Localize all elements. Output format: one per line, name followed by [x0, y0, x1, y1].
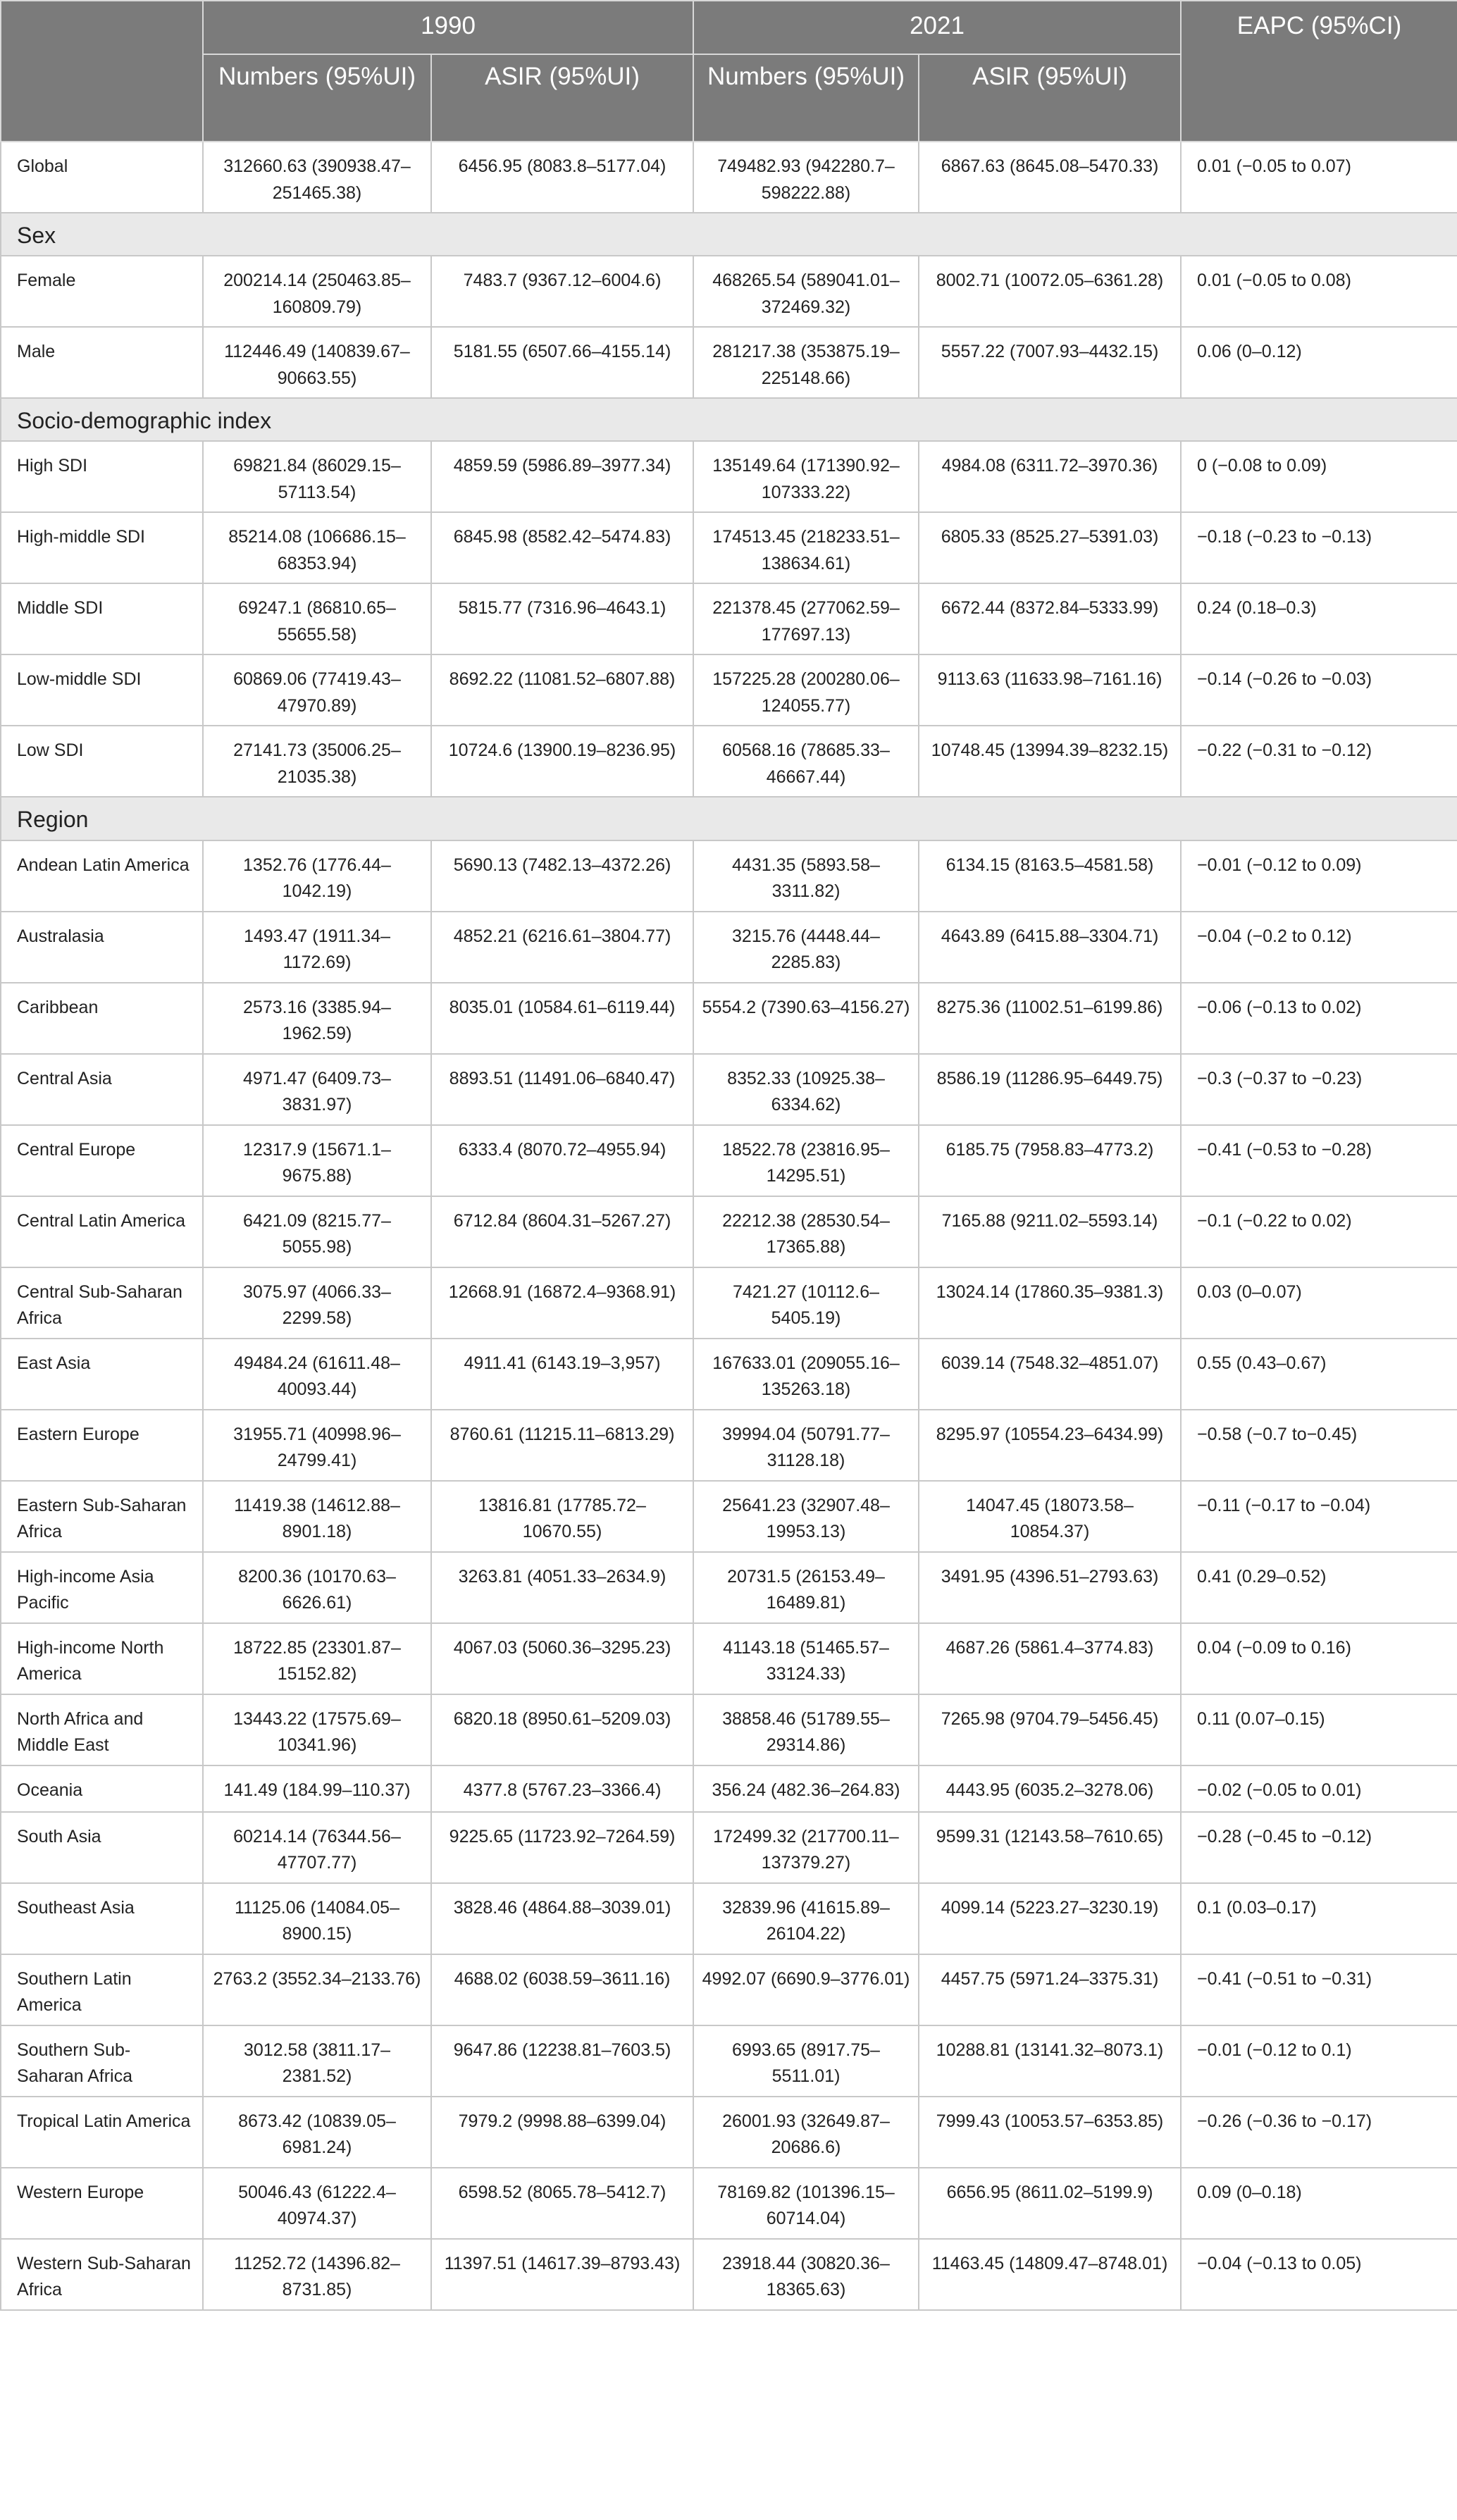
row-label-cell: Southern Latin America — [1, 1954, 203, 2025]
asir-2021-cell: 7265.98 (9704.79–5456.45) — [919, 1694, 1181, 1765]
eapc-cell: −0.06 (−0.13 to 0.02) — [1181, 983, 1457, 1054]
numbers-2021-cell: 221378.45 (277062.59–177697.13) — [693, 583, 919, 654]
numbers-1990-cell: 11252.72 (14396.82–8731.85) — [203, 2239, 431, 2310]
asir-1990-cell: 6712.84 (8604.31–5267.27) — [431, 1196, 693, 1267]
numbers-2021-cell: 25641.23 (32907.48–19953.13) — [693, 1481, 919, 1552]
numbers-1990-cell: 4971.47 (6409.73–3831.97) — [203, 1054, 431, 1125]
row-label-cell: Eastern Sub-Saharan Africa — [1, 1481, 203, 1552]
header-row-label — [1, 1, 203, 142]
table-row — [1, 840, 1457, 912]
row-label-cell: North Africa and Middle East — [1, 1694, 203, 1765]
numbers-1990-cell: 6421.09 (8215.77–5055.98) — [203, 1196, 431, 1267]
numbers-1990-cell: 60869.06 (77419.43–47970.89) — [203, 654, 431, 726]
eapc-cell: −0.41 (−0.51 to −0.31) — [1181, 1954, 1457, 2025]
row-label-cell: Male — [1, 327, 203, 398]
numbers-1990-cell: 312660.63 (390938.47–251465.38) — [203, 142, 431, 213]
eapc-cell: 0.11 (0.07–0.15) — [1181, 1694, 1457, 1765]
table-row — [1, 983, 1457, 1054]
row-label-cell: Middle SDI — [1, 583, 203, 654]
eapc-cell: −0.41 (−0.53 to −0.28) — [1181, 1125, 1457, 1196]
asir-1990-cell: 5181.55 (6507.66–4155.14) — [431, 327, 693, 398]
eapc-cell: −0.28 (−0.45 to −0.12) — [1181, 1812, 1457, 1883]
row-label-cell: Central Latin America — [1, 1196, 203, 1267]
eapc-cell: −0.58 (−0.7 to−0.45) — [1181, 1410, 1457, 1481]
numbers-1990-cell: 1352.76 (1776.44–1042.19) — [203, 840, 431, 912]
asir-2021-cell: 8295.97 (10554.23–6434.99) — [919, 1410, 1181, 1481]
table-row — [1, 1623, 1457, 1694]
numbers-2021-cell: 26001.93 (32649.87–20686.6) — [693, 2097, 919, 2168]
asir-2021-cell: 6039.14 (7548.32–4851.07) — [919, 1339, 1181, 1410]
numbers-2021-cell: 167633.01 (209055.16–135263.18) — [693, 1339, 919, 1410]
numbers-1990-cell: 31955.71 (40998.96–24799.41) — [203, 1410, 431, 1481]
eapc-cell: 0.55 (0.43–0.67) — [1181, 1339, 1457, 1410]
eapc-cell: 0.41 (0.29–0.52) — [1181, 1552, 1457, 1623]
row-label-cell: Caribbean — [1, 983, 203, 1054]
table-row — [1, 1054, 1457, 1125]
eapc-cell: −0.01 (−0.12 to 0.09) — [1181, 840, 1457, 912]
numbers-2021-cell: 749482.93 (942280.7–598222.88) — [693, 142, 919, 213]
asir-1990-cell: 6820.18 (8950.61–5209.03) — [431, 1694, 693, 1765]
header-numbers-2021: Numbers (95%UI) — [693, 54, 919, 142]
asir-1990-cell: 4859.59 (5986.89–3977.34) — [431, 441, 693, 512]
row-label-cell: High-middle SDI — [1, 512, 203, 583]
numbers-1990-cell: 18722.85 (23301.87–15152.82) — [203, 1623, 431, 1694]
table-body — [1, 142, 1457, 2310]
numbers-2021-cell: 174513.45 (218233.51–138634.61) — [693, 512, 919, 583]
table-row — [1, 583, 1457, 654]
eapc-cell: −0.11 (−0.17 to −0.04) — [1181, 1481, 1457, 1552]
numbers-1990-cell: 85214.08 (106686.15–68353.94) — [203, 512, 431, 583]
row-label-cell: Eastern Europe — [1, 1410, 203, 1481]
row-label-cell: High-income North America — [1, 1623, 203, 1694]
numbers-1990-cell: 2763.2 (3552.34–2133.76) — [203, 1954, 431, 2025]
asir-1990-cell: 4852.21 (6216.61–3804.77) — [431, 912, 693, 983]
numbers-1990-cell: 60214.14 (76344.56–47707.77) — [203, 1812, 431, 1883]
asir-2021-cell: 6805.33 (8525.27–5391.03) — [919, 512, 1181, 583]
row-label-cell: Oceania — [1, 1765, 203, 1812]
numbers-2021-cell: 18522.78 (23816.95–14295.51) — [693, 1125, 919, 1196]
numbers-2021-cell: 6993.65 (8917.75–5511.01) — [693, 2025, 919, 2097]
numbers-2021-cell: 4431.35 (5893.58–3311.82) — [693, 840, 919, 912]
asir-2021-cell: 4099.14 (5223.27–3230.19) — [919, 1883, 1181, 1954]
table-row — [1, 1765, 1457, 1812]
numbers-1990-cell: 49484.24 (61611.48–40093.44) — [203, 1339, 431, 1410]
asir-2021-cell: 7165.88 (9211.02–5593.14) — [919, 1196, 1181, 1267]
asir-2021-cell: 6185.75 (7958.83–4773.2) — [919, 1125, 1181, 1196]
eapc-cell: −0.01 (−0.12 to 0.1) — [1181, 2025, 1457, 2097]
section-label: Sex — [1, 213, 1457, 256]
numbers-1990-cell: 12317.9 (15671.1–9675.88) — [203, 1125, 431, 1196]
asir-1990-cell: 6598.52 (8065.78–5412.7) — [431, 2168, 693, 2239]
eapc-cell: −0.02 (−0.05 to 0.01) — [1181, 1765, 1457, 1812]
asir-1990-cell: 5690.13 (7482.13–4372.26) — [431, 840, 693, 912]
header-asir-2021: ASIR (95%UI) — [919, 54, 1181, 142]
numbers-2021-cell: 5554.2 (7390.63–4156.27) — [693, 983, 919, 1054]
row-label-cell: Global — [1, 142, 203, 213]
numbers-2021-cell: 38858.46 (51789.55–29314.86) — [693, 1694, 919, 1765]
eapc-cell: 0.01 (−0.05 to 0.08) — [1181, 256, 1457, 327]
asir-2021-cell: 8275.36 (11002.51–6199.86) — [919, 983, 1181, 1054]
header-eapc: EAPC (95%CI) — [1181, 1, 1457, 142]
table-row — [1, 1883, 1457, 1954]
table-row — [1, 441, 1457, 512]
eapc-cell: −0.14 (−0.26 to −0.03) — [1181, 654, 1457, 726]
asir-1990-cell: 7483.7 (9367.12–6004.6) — [431, 256, 693, 327]
asir-1990-cell: 3828.46 (4864.88–3039.01) — [431, 1883, 693, 1954]
asir-1990-cell: 13816.81 (17785.72–10670.55) — [431, 1481, 693, 1552]
numbers-2021-cell: 22212.38 (28530.54–17365.88) — [693, 1196, 919, 1267]
asir-1990-cell: 6456.95 (8083.8–5177.04) — [431, 142, 693, 213]
eapc-cell: 0.1 (0.03–0.17) — [1181, 1883, 1457, 1954]
asir-2021-cell: 6656.95 (8611.02–5199.9) — [919, 2168, 1181, 2239]
asir-2021-cell: 6867.63 (8645.08–5470.33) — [919, 142, 1181, 213]
numbers-1990-cell: 8200.36 (10170.63–6626.61) — [203, 1552, 431, 1623]
asir-1990-cell: 9647.86 (12238.81–7603.5) — [431, 2025, 693, 2097]
row-label-cell: Western Europe — [1, 2168, 203, 2239]
numbers-2021-cell: 281217.38 (353875.19–225148.66) — [693, 327, 919, 398]
asir-1990-cell: 8035.01 (10584.61–6119.44) — [431, 983, 693, 1054]
row-label-cell: East Asia — [1, 1339, 203, 1410]
asir-2021-cell: 14047.45 (18073.58–10854.37) — [919, 1481, 1181, 1552]
section-header-row — [1, 398, 1457, 441]
asir-1990-cell: 6845.98 (8582.42–5474.83) — [431, 512, 693, 583]
row-label-cell: Central Sub-Saharan Africa — [1, 1267, 203, 1339]
numbers-1990-cell: 112446.49 (140839.67–90663.55) — [203, 327, 431, 398]
table-row — [1, 2239, 1457, 2310]
row-label-cell: Low SDI — [1, 726, 203, 797]
numbers-1990-cell: 3075.97 (4066.33–2299.58) — [203, 1267, 431, 1339]
eapc-cell: 0 (−0.08 to 0.09) — [1181, 441, 1457, 512]
numbers-2021-cell: 41143.18 (51465.57–33124.33) — [693, 1623, 919, 1694]
row-label-cell: Australasia — [1, 912, 203, 983]
numbers-2021-cell: 7421.27 (10112.6–5405.19) — [693, 1267, 919, 1339]
eapc-cell: 0.06 (0–0.12) — [1181, 327, 1457, 398]
numbers-2021-cell: 356.24 (482.36–264.83) — [693, 1765, 919, 1812]
numbers-2021-cell: 4992.07 (6690.9–3776.01) — [693, 1954, 919, 2025]
table-row — [1, 1694, 1457, 1765]
asir-2021-cell: 9113.63 (11633.98–7161.16) — [919, 654, 1181, 726]
asir-2021-cell: 6672.44 (8372.84–5333.99) — [919, 583, 1181, 654]
asir-1990-cell: 4688.02 (6038.59–3611.16) — [431, 1954, 693, 2025]
table-row — [1, 912, 1457, 983]
table-row — [1, 142, 1457, 213]
eapc-cell: −0.04 (−0.2 to 0.12) — [1181, 912, 1457, 983]
eapc-cell: −0.26 (−0.36 to −0.17) — [1181, 2097, 1457, 2168]
numbers-1990-cell: 27141.73 (35006.25–21035.38) — [203, 726, 431, 797]
row-label-cell: Western Sub-Saharan Africa — [1, 2239, 203, 2310]
asir-2021-cell: 10288.81 (13141.32–8073.1) — [919, 2025, 1181, 2097]
table-row — [1, 1954, 1457, 2025]
asir-1990-cell: 4911.41 (6143.19–3,957) — [431, 1339, 693, 1410]
section-label: Region — [1, 797, 1457, 840]
table-row — [1, 256, 1457, 327]
table-row — [1, 2097, 1457, 2168]
numbers-2021-cell: 20731.5 (26153.49–16489.81) — [693, 1552, 919, 1623]
table-row — [1, 1552, 1457, 1623]
table-row — [1, 2168, 1457, 2239]
asir-2021-cell: 8002.71 (10072.05–6361.28) — [919, 256, 1181, 327]
table-row — [1, 512, 1457, 583]
table-row — [1, 327, 1457, 398]
asir-2021-cell: 7999.43 (10053.57–6353.85) — [919, 2097, 1181, 2168]
table-row — [1, 1481, 1457, 1552]
numbers-2021-cell: 157225.28 (200280.06–124055.77) — [693, 654, 919, 726]
section-label: Socio-demographic index — [1, 398, 1457, 441]
asir-2021-cell: 13024.14 (17860.35–9381.3) — [919, 1267, 1181, 1339]
asir-2021-cell: 10748.45 (13994.39–8232.15) — [919, 726, 1181, 797]
table-row — [1, 654, 1457, 726]
numbers-1990-cell: 11419.38 (14612.88–8901.18) — [203, 1481, 431, 1552]
numbers-1990-cell: 13443.22 (17575.69–10341.96) — [203, 1694, 431, 1765]
numbers-1990-cell: 3012.58 (3811.17–2381.52) — [203, 2025, 431, 2097]
asir-2021-cell: 9599.31 (12143.58–7610.65) — [919, 1812, 1181, 1883]
eapc-cell: 0.09 (0–0.18) — [1181, 2168, 1457, 2239]
asir-2021-cell: 5557.22 (7007.93–4432.15) — [919, 327, 1181, 398]
row-label-cell: High-income Asia Pacific — [1, 1552, 203, 1623]
asir-1990-cell: 7979.2 (9998.88–6399.04) — [431, 2097, 693, 2168]
asir-1990-cell: 5815.77 (7316.96–4643.1) — [431, 583, 693, 654]
numbers-2021-cell: 3215.76 (4448.44–2285.83) — [693, 912, 919, 983]
row-label-cell: Southeast Asia — [1, 1883, 203, 1954]
numbers-2021-cell: 39994.04 (50791.77–31128.18) — [693, 1410, 919, 1481]
asir-1990-cell: 10724.6 (13900.19–8236.95) — [431, 726, 693, 797]
numbers-1990-cell: 141.49 (184.99–110.37) — [203, 1765, 431, 1812]
asir-2021-cell: 4984.08 (6311.72–3970.36) — [919, 441, 1181, 512]
asir-2021-cell: 4443.95 (6035.2–3278.06) — [919, 1765, 1181, 1812]
asir-2021-cell: 3491.95 (4396.51–2793.63) — [919, 1552, 1181, 1623]
eapc-cell: −0.3 (−0.37 to −0.23) — [1181, 1054, 1457, 1125]
numbers-1990-cell: 2573.16 (3385.94–1962.59) — [203, 983, 431, 1054]
asir-1990-cell: 11397.51 (14617.39–8793.43) — [431, 2239, 693, 2310]
eapc-cell: 0.03 (0–0.07) — [1181, 1267, 1457, 1339]
numbers-1990-cell: 8673.42 (10839.05–6981.24) — [203, 2097, 431, 2168]
table-row — [1, 726, 1457, 797]
section-header-row — [1, 213, 1457, 256]
table-row — [1, 1339, 1457, 1410]
row-label-cell: Central Asia — [1, 1054, 203, 1125]
numbers-2021-cell: 468265.54 (589041.01–372469.32) — [693, 256, 919, 327]
table-row — [1, 1267, 1457, 1339]
row-label-cell: Tropical Latin America — [1, 2097, 203, 2168]
numbers-2021-cell: 32839.96 (41615.89–26104.22) — [693, 1883, 919, 1954]
asir-1990-cell: 4067.03 (5060.36–3295.23) — [431, 1623, 693, 1694]
header-year-2021: 2021 — [693, 1, 1181, 54]
eapc-cell: −0.04 (−0.13 to 0.05) — [1181, 2239, 1457, 2310]
table-row — [1, 1812, 1457, 1883]
numbers-2021-cell: 23918.44 (30820.36–18365.63) — [693, 2239, 919, 2310]
eapc-cell: −0.18 (−0.23 to −0.13) — [1181, 512, 1457, 583]
eapc-cell: 0.24 (0.18–0.3) — [1181, 583, 1457, 654]
row-label-cell: High SDI — [1, 441, 203, 512]
eapc-cell: 0.01 (−0.05 to 0.07) — [1181, 142, 1457, 213]
eapc-cell: 0.04 (−0.09 to 0.16) — [1181, 1623, 1457, 1694]
numbers-2021-cell: 172499.32 (217700.11–137379.27) — [693, 1812, 919, 1883]
table-row — [1, 1125, 1457, 1196]
numbers-2021-cell: 135149.64 (171390.92–107333.22) — [693, 441, 919, 512]
asir-1990-cell: 6333.4 (8070.72–4955.94) — [431, 1125, 693, 1196]
row-label-cell: Female — [1, 256, 203, 327]
numbers-1990-cell: 11125.06 (14084.05–8900.15) — [203, 1883, 431, 1954]
asir-1990-cell: 8692.22 (11081.52–6807.88) — [431, 654, 693, 726]
header-asir-1990: ASIR (95%UI) — [431, 54, 693, 142]
row-label-cell: South Asia — [1, 1812, 203, 1883]
section-header-row — [1, 797, 1457, 840]
table-row — [1, 2025, 1457, 2097]
asir-1990-cell: 12668.91 (16872.4–9368.91) — [431, 1267, 693, 1339]
table-header — [1, 1, 1457, 142]
row-label-cell: Southern Sub-Saharan Africa — [1, 2025, 203, 2097]
header-year-1990: 1990 — [203, 1, 693, 54]
asir-1990-cell: 8760.61 (11215.11–6813.29) — [431, 1410, 693, 1481]
numbers-2021-cell: 60568.16 (78685.33–46667.44) — [693, 726, 919, 797]
header-numbers-1990: Numbers (95%UI) — [203, 54, 431, 142]
asir-2021-cell: 4457.75 (5971.24–3375.31) — [919, 1954, 1181, 2025]
numbers-1990-cell: 1493.47 (1911.34–1172.69) — [203, 912, 431, 983]
numbers-2021-cell: 8352.33 (10925.38–6334.62) — [693, 1054, 919, 1125]
numbers-1990-cell: 50046.43 (61222.4–40974.37) — [203, 2168, 431, 2239]
row-label-cell: Central Europe — [1, 1125, 203, 1196]
table-row — [1, 1196, 1457, 1267]
numbers-1990-cell: 69821.84 (86029.15–57113.54) — [203, 441, 431, 512]
asir-2021-cell: 8586.19 (11286.95–6449.75) — [919, 1054, 1181, 1125]
numbers-1990-cell: 69247.1 (86810.65–55655.58) — [203, 583, 431, 654]
row-label-cell: Low-middle SDI — [1, 654, 203, 726]
asir-2021-cell: 11463.45 (14809.47–8748.01) — [919, 2239, 1181, 2310]
eapc-cell: −0.22 (−0.31 to −0.12) — [1181, 726, 1457, 797]
asir-2021-cell: 4643.89 (6415.88–3304.71) — [919, 912, 1181, 983]
numbers-1990-cell: 200214.14 (250463.85–160809.79) — [203, 256, 431, 327]
asir-1990-cell: 9225.65 (11723.92–7264.59) — [431, 1812, 693, 1883]
asir-2021-cell: 4687.26 (5861.4–3774.83) — [919, 1623, 1181, 1694]
asir-1990-cell: 8893.51 (11491.06–6840.47) — [431, 1054, 693, 1125]
eapc-cell: −0.1 (−0.22 to 0.02) — [1181, 1196, 1457, 1267]
asir-1990-cell: 4377.8 (5767.23–3366.4) — [431, 1765, 693, 1812]
asir-2021-cell: 6134.15 (8163.5–4581.58) — [919, 840, 1181, 912]
row-label-cell: Andean Latin America — [1, 840, 203, 912]
numbers-2021-cell: 78169.82 (101396.15–60714.04) — [693, 2168, 919, 2239]
table-row — [1, 1410, 1457, 1481]
asir-1990-cell: 3263.81 (4051.33–2634.9) — [431, 1552, 693, 1623]
